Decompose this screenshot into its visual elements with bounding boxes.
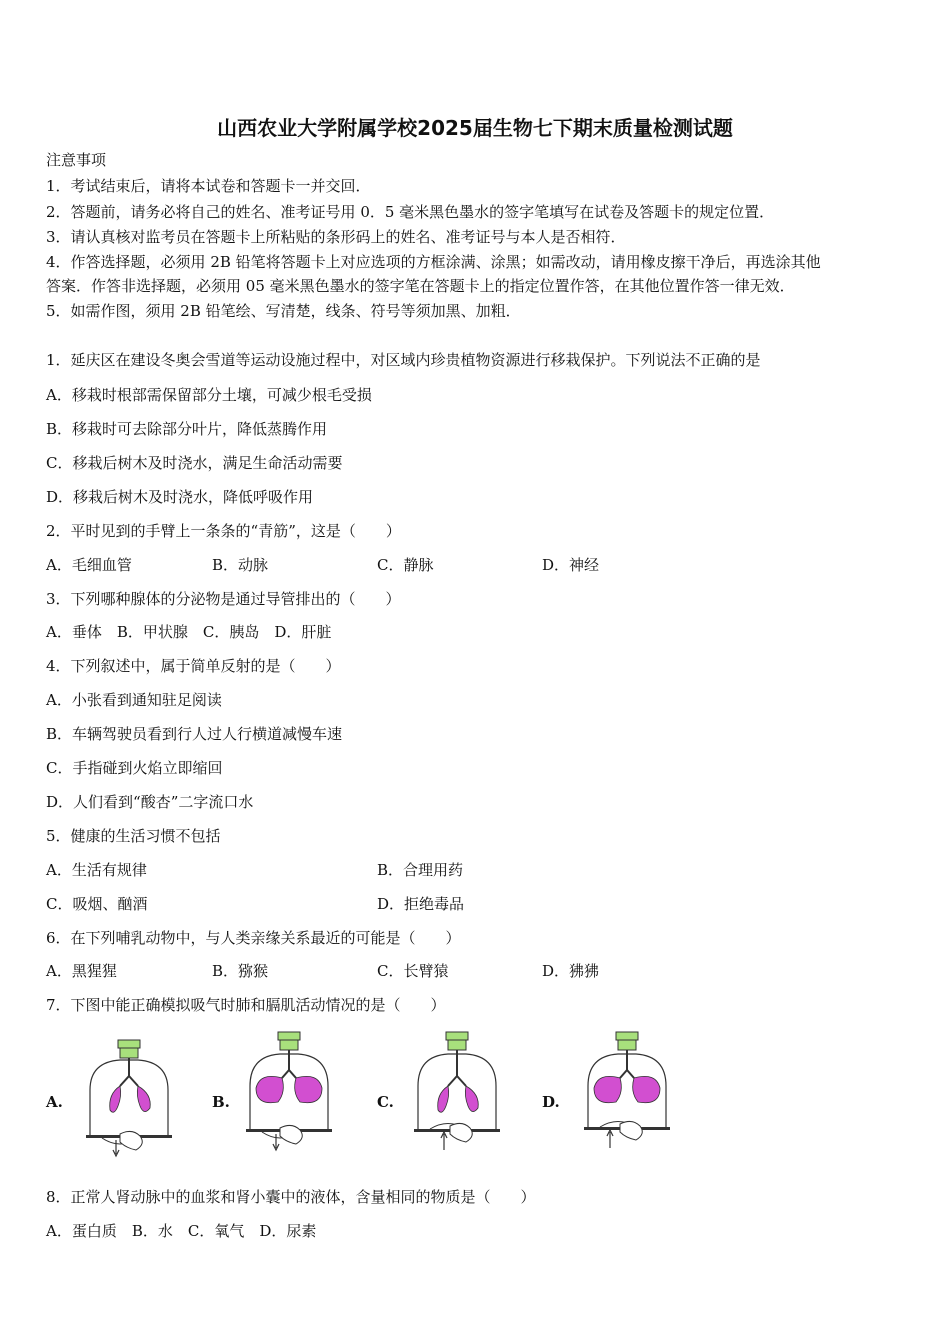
figure-label-c: C.: [377, 1093, 394, 1111]
question-1-option-b: B．移栽时可去除部分叶片，降低蒸腾作用: [46, 420, 328, 438]
question-4-option-d: D．人们看到“酸杏”二字流口水: [46, 793, 254, 811]
notice-item: 答案．作答非选择题，必须用 05 毫米黑色墨水的签字笔在答题卡上的指定位置作答，在其他位置作答一律无效．: [46, 277, 795, 295]
figure-label-d: D.: [542, 1093, 560, 1111]
bell-jar-figure-c: [408, 1030, 504, 1160]
question-3-stem: 3．下列哪种腺体的分泌物是通过导管排出的（ ）: [46, 590, 401, 608]
question-6-stem: 6．在下列哺乳动物中，与人类亲缘关系最近的可能是（ ）: [46, 929, 461, 947]
question-6-option-d: D．狒狒: [542, 962, 600, 980]
bell-jar-figure-b: [240, 1030, 336, 1160]
bell-jar-figure-a: [80, 1038, 176, 1160]
question-2-option-b: B．动脉: [212, 556, 269, 574]
question-7-stem: 7．下图中能正确模拟吸气时肺和膈肌活动情况的是（ ）: [46, 996, 446, 1014]
question-1-option-d: D．移栽后树木及时浇水，降低呼吸作用: [46, 488, 314, 506]
question-2-stem: 2．平时见到的手臂上一条条的“青筋”，这是（ ）: [46, 522, 401, 540]
question-6-option-b: B．猕猴: [212, 962, 269, 980]
question-4-option-a: A．小张看到通知驻足阅读: [46, 691, 222, 709]
question-4-stem: 4．下列叙述中，属于简单反射的是（ ）: [46, 657, 341, 675]
notice-item: 5．如需作图，须用 2B 铅笔绘、写清楚，线条、符号等须加黑、加粗．: [46, 302, 521, 320]
question-6-option-c: C．长臂猿: [377, 962, 449, 980]
question-2-option-c: C．静脉: [377, 556, 434, 574]
page-title: 山西农业大学附属学校2025届生物七下期末质量检测试题: [217, 116, 733, 140]
question-8-stem: 8．正常人肾动脉中的血浆和肾小囊中的液体，含量相同的物质是（ ）: [46, 1188, 536, 1206]
notice-item: 1．考试结束后，请将本试卷和答题卡一并交回．: [46, 177, 371, 195]
figure-label-a: A.: [46, 1093, 63, 1111]
notice-item: 4．作答选择题，必须用 2B 铅笔将答题卡上对应选项的方框涂满、涂黑；如需改动，请用橡皮擦干净后，再选涂其他: [46, 253, 821, 271]
question-8-options: A．蛋白质 B．水 C．氧气 D．尿素: [46, 1222, 317, 1240]
question-2-option-a: A．毛细血管: [46, 556, 132, 574]
question-6-option-a: A．黑猩猩: [46, 962, 117, 980]
question-1-stem: 1．延庆区在建设冬奥会雪道等运动设施过程中，对区域内珍贵植物资源进行移栽保护。下列说法不正确的是: [46, 351, 761, 369]
question-5-option-d: D．拒绝毒品: [377, 895, 465, 913]
bell-jar-figure-d: [578, 1030, 674, 1160]
question-4-option-b: B．车辆驾驶员看到行人过人行横道减慢车速: [46, 725, 343, 743]
notice-heading: 注意事项: [46, 151, 107, 169]
question-3-options: A．垂体 B．甲状腺 C．胰岛 D．肝脏: [46, 623, 332, 641]
question-5-option-b: B．合理用药: [377, 861, 464, 879]
question-5-option-c: C．吸烟、酗酒: [46, 895, 148, 913]
question-1-option-a: A．移栽时根部需保留部分土壤，可减少根毛受损: [46, 386, 372, 404]
figure-label-b: B.: [212, 1093, 230, 1111]
question-5-option-a: A．生活有规律: [46, 861, 147, 879]
notice-item: 2．答题前，请务必将自己的姓名、准考证号用 0．5 毫米黑色墨水的签字笔填写在试卷及答题卡的规定位置．: [46, 203, 775, 221]
question-4-option-c: C．手指碰到火焰立即缩回: [46, 759, 223, 777]
question-1-option-c: C．移栽后树木及时浇水，满足生命活动需要: [46, 454, 343, 472]
question-5-stem: 5．健康的生活习惯不包括: [46, 827, 221, 845]
notice-item: 3．请认真核对监考员在答题卡上所粘贴的条形码上的姓名、准考证号与本人是否相符．: [46, 228, 626, 246]
question-2-option-d: D．神经: [542, 556, 600, 574]
